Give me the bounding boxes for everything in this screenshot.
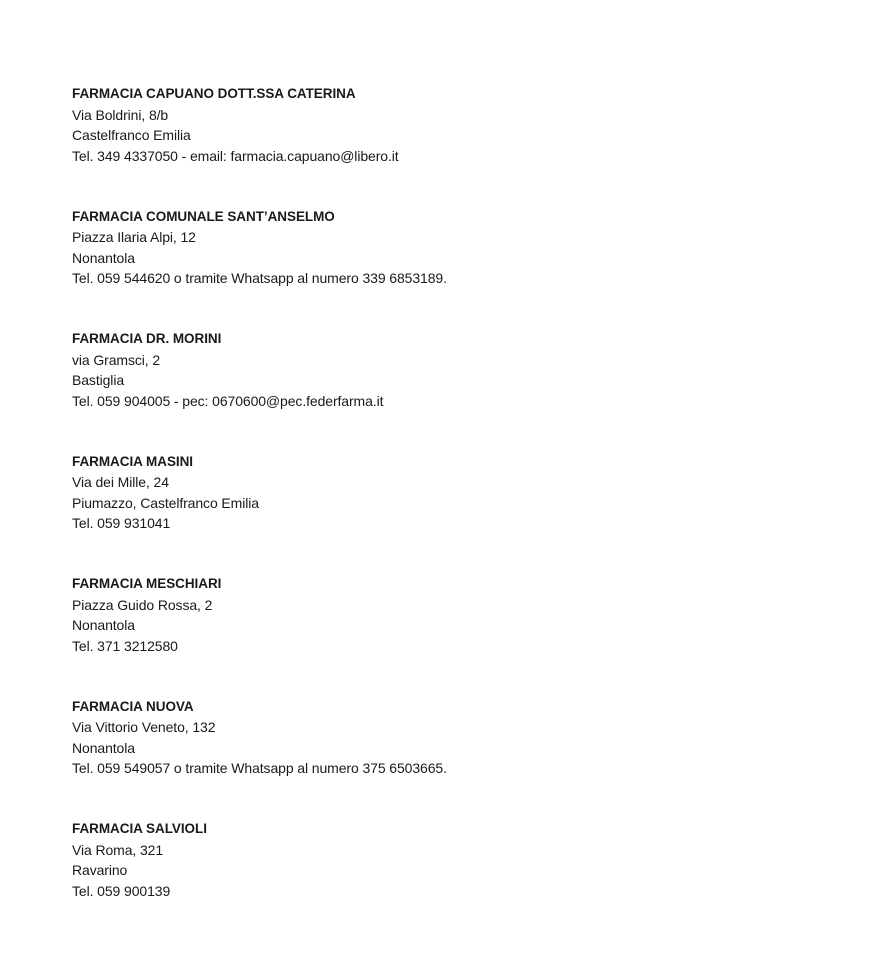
pharmacy-address: Via Vittorio Veneto, 132 (72, 719, 216, 735)
pharmacy-address: Piazza Ilaria Alpi, 12 (72, 229, 196, 245)
pharmacy-contact: Tel. 059 904005 - pec: 0670600@pec.federfarma.it (72, 392, 384, 409)
pharmacy-entry (72, 207, 852, 330)
pharmacy-list (72, 84, 852, 942)
pharmacy-entry (72, 819, 852, 942)
pharmacy-contact: Tel. 371 3212580 (72, 637, 178, 654)
pharmacy-address: Via Boldrini, 8/b (72, 106, 169, 123)
pharmacy-city: Nonantola (72, 617, 135, 633)
pharmacy-name: FARMACIA COMUNALE SANT’ANSELMO (72, 208, 335, 224)
pharmacy-name: FARMACIA MESCHIARI (72, 576, 222, 591)
pharmacy-entry (72, 329, 852, 452)
pharmacy-address: Via Roma, 321 (72, 841, 164, 858)
pharmacy-entry (72, 84, 852, 207)
pharmacy-name: FARMACIA MASINI (72, 453, 193, 469)
pharmacy-name: FARMACIA NUOVA (72, 698, 194, 714)
pharmacy-name: FARMACIA SALVIOLI (72, 821, 207, 836)
pharmacy-entry (72, 452, 852, 575)
pharmacy-entry (72, 697, 852, 820)
pharmacy-entry (72, 574, 852, 697)
pharmacy-contact: Tel. 349 4337050 - email: farmacia.capuano@libero.it (72, 147, 399, 164)
pharmacy-address: via Gramsci, 2 (72, 351, 161, 368)
pharmacy-city: Ravarino (72, 862, 128, 878)
pharmacy-city: Nonantola (72, 739, 135, 756)
pharmacy-contact: Tel. 059 544620 o tramite Whatsapp al numero 339 6853189. (72, 270, 447, 286)
pharmacy-city: Castelfranco Emilia (72, 127, 191, 143)
pharmacy-address: Piazza Guido Rossa, 2 (72, 596, 213, 613)
pharmacy-contact: Tel. 059 931041 (72, 515, 171, 531)
pharmacy-address: Via dei Mille, 24 (72, 474, 169, 490)
pharmacy-city: Piumazzo, Castelfranco Emilia (72, 494, 259, 511)
pharmacy-name: FARMACIA DR. MORINI (72, 331, 222, 346)
pharmacy-contact: Tel. 059 549057 o tramite Whatsapp al numero 375 6503665. (72, 760, 447, 776)
pharmacy-city: Bastiglia (72, 372, 125, 388)
pharmacy-city: Nonantola (72, 249, 135, 266)
pharmacy-contact: Tel. 059 900139 (72, 882, 171, 899)
pharmacy-name: FARMACIA CAPUANO DOTT.SSA CATERINA (72, 86, 356, 101)
